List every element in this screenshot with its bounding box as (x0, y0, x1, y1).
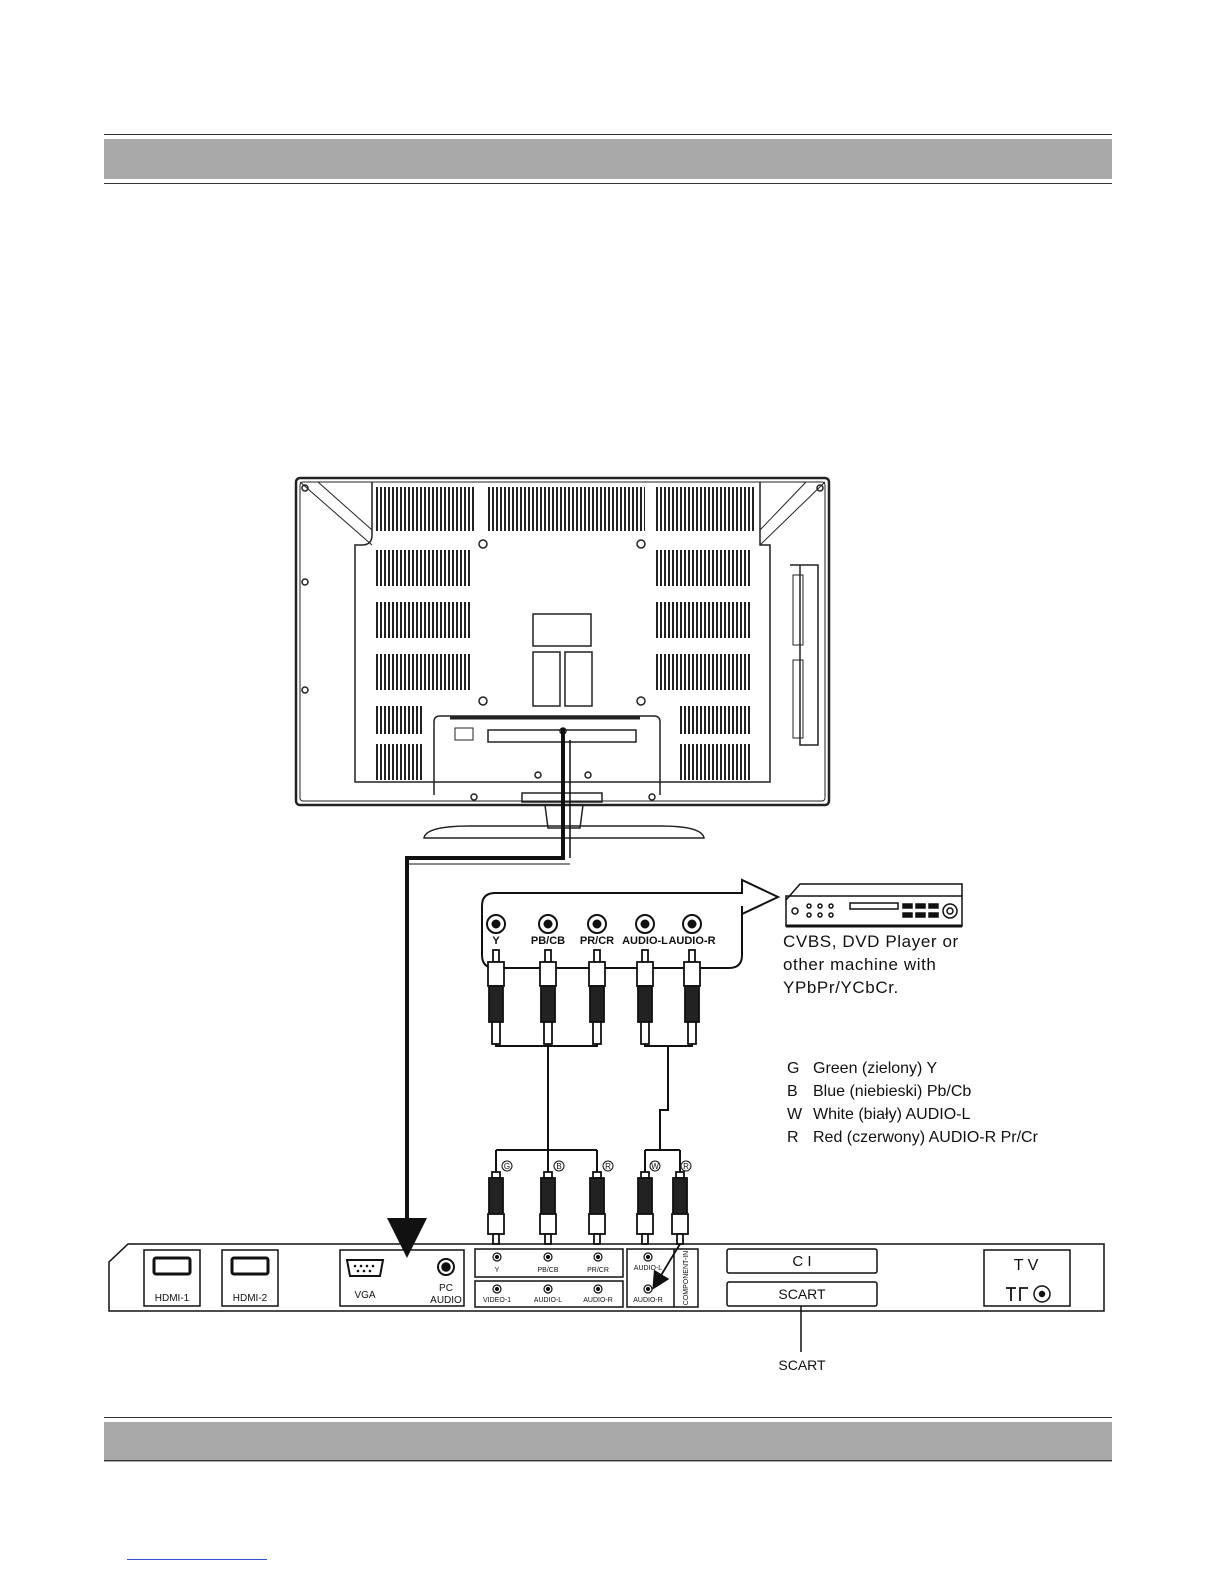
scart-port-label: SCART (778, 1286, 826, 1302)
dvd-player-icon (786, 884, 962, 926)
plug-mark-r2: R (683, 1162, 689, 1171)
upper-rca-plugs (488, 950, 700, 1044)
scart-callout-label: SCART (778, 1357, 826, 1373)
component-in-label: COMPONENT-IN (683, 1250, 690, 1306)
lower-rca-plugs (488, 1172, 688, 1244)
comp-audio-r-label: AUDIO-R (633, 1297, 663, 1304)
device-caption-line1: CVBS, DVD Player or (783, 932, 959, 951)
video1-label: VIDEO-1 (482, 1297, 512, 1304)
av-audio-r-label: AUDIO-R (583, 1297, 613, 1304)
device-caption-line3: YPbPr/YCbCr. (783, 978, 899, 997)
legend-item-green (787, 1060, 937, 1078)
legend-item-white (787, 1106, 970, 1124)
jack-label-y: Y (492, 935, 500, 947)
pc-audio-label-2: AUDIO (430, 1295, 462, 1306)
hdmi1-label: HDMI-1 (154, 1293, 190, 1304)
legend-item-red (787, 1129, 1038, 1147)
legend-text: Green (zielony) Y (813, 1060, 938, 1077)
jack-label-prcr: PR/CR (579, 935, 615, 947)
hdmi2-label: HDMI-2 (232, 1293, 268, 1304)
jack-label-pbcb: PB/CB (530, 935, 566, 947)
cable-bundle (496, 1044, 692, 1172)
device-caption (783, 930, 959, 999)
device-caption-line2: other machine with (783, 955, 937, 974)
plug-mark-g: G (503, 1162, 511, 1171)
legend-item-blue (787, 1083, 971, 1101)
legend-text: Red (czerwony) AUDIO-R Pr/Cr (813, 1129, 1038, 1146)
ci-label: C I (792, 1253, 812, 1270)
legend-text: Blue (niebieski) Pb/Cb (813, 1083, 972, 1100)
pc-audio-label-1: PC (439, 1283, 453, 1294)
legend-code: W (787, 1106, 803, 1123)
output-jacks (487, 915, 701, 933)
device-output-callout (482, 880, 778, 968)
comp-label-y: Y (494, 1267, 500, 1274)
vga-label: VGA (354, 1290, 376, 1301)
legend-code: R (787, 1129, 799, 1146)
av-audio-l-label: AUDIO-L (533, 1297, 563, 1304)
jack-label-audio-l: AUDIO-L (622, 935, 668, 947)
plug-mark-r1: R (605, 1162, 611, 1171)
jack-label-audio-r: AUDIO-R (668, 935, 716, 947)
comp-label-pbcb: PB/CB (537, 1267, 559, 1274)
plug-mark-b: B (556, 1162, 562, 1171)
tv-antenna-label: T V (1013, 1257, 1039, 1274)
legend-code: B (787, 1083, 798, 1100)
legend-code: G (787, 1060, 800, 1077)
antenna-icon (1006, 1288, 1028, 1301)
legend-text: White (biały) AUDIO-L (813, 1106, 971, 1123)
comp-label-audio-l: AUDIO-L (633, 1265, 663, 1272)
comp-label-prcr: PR/CR (587, 1267, 609, 1274)
plug-mark-w: W (651, 1162, 659, 1171)
